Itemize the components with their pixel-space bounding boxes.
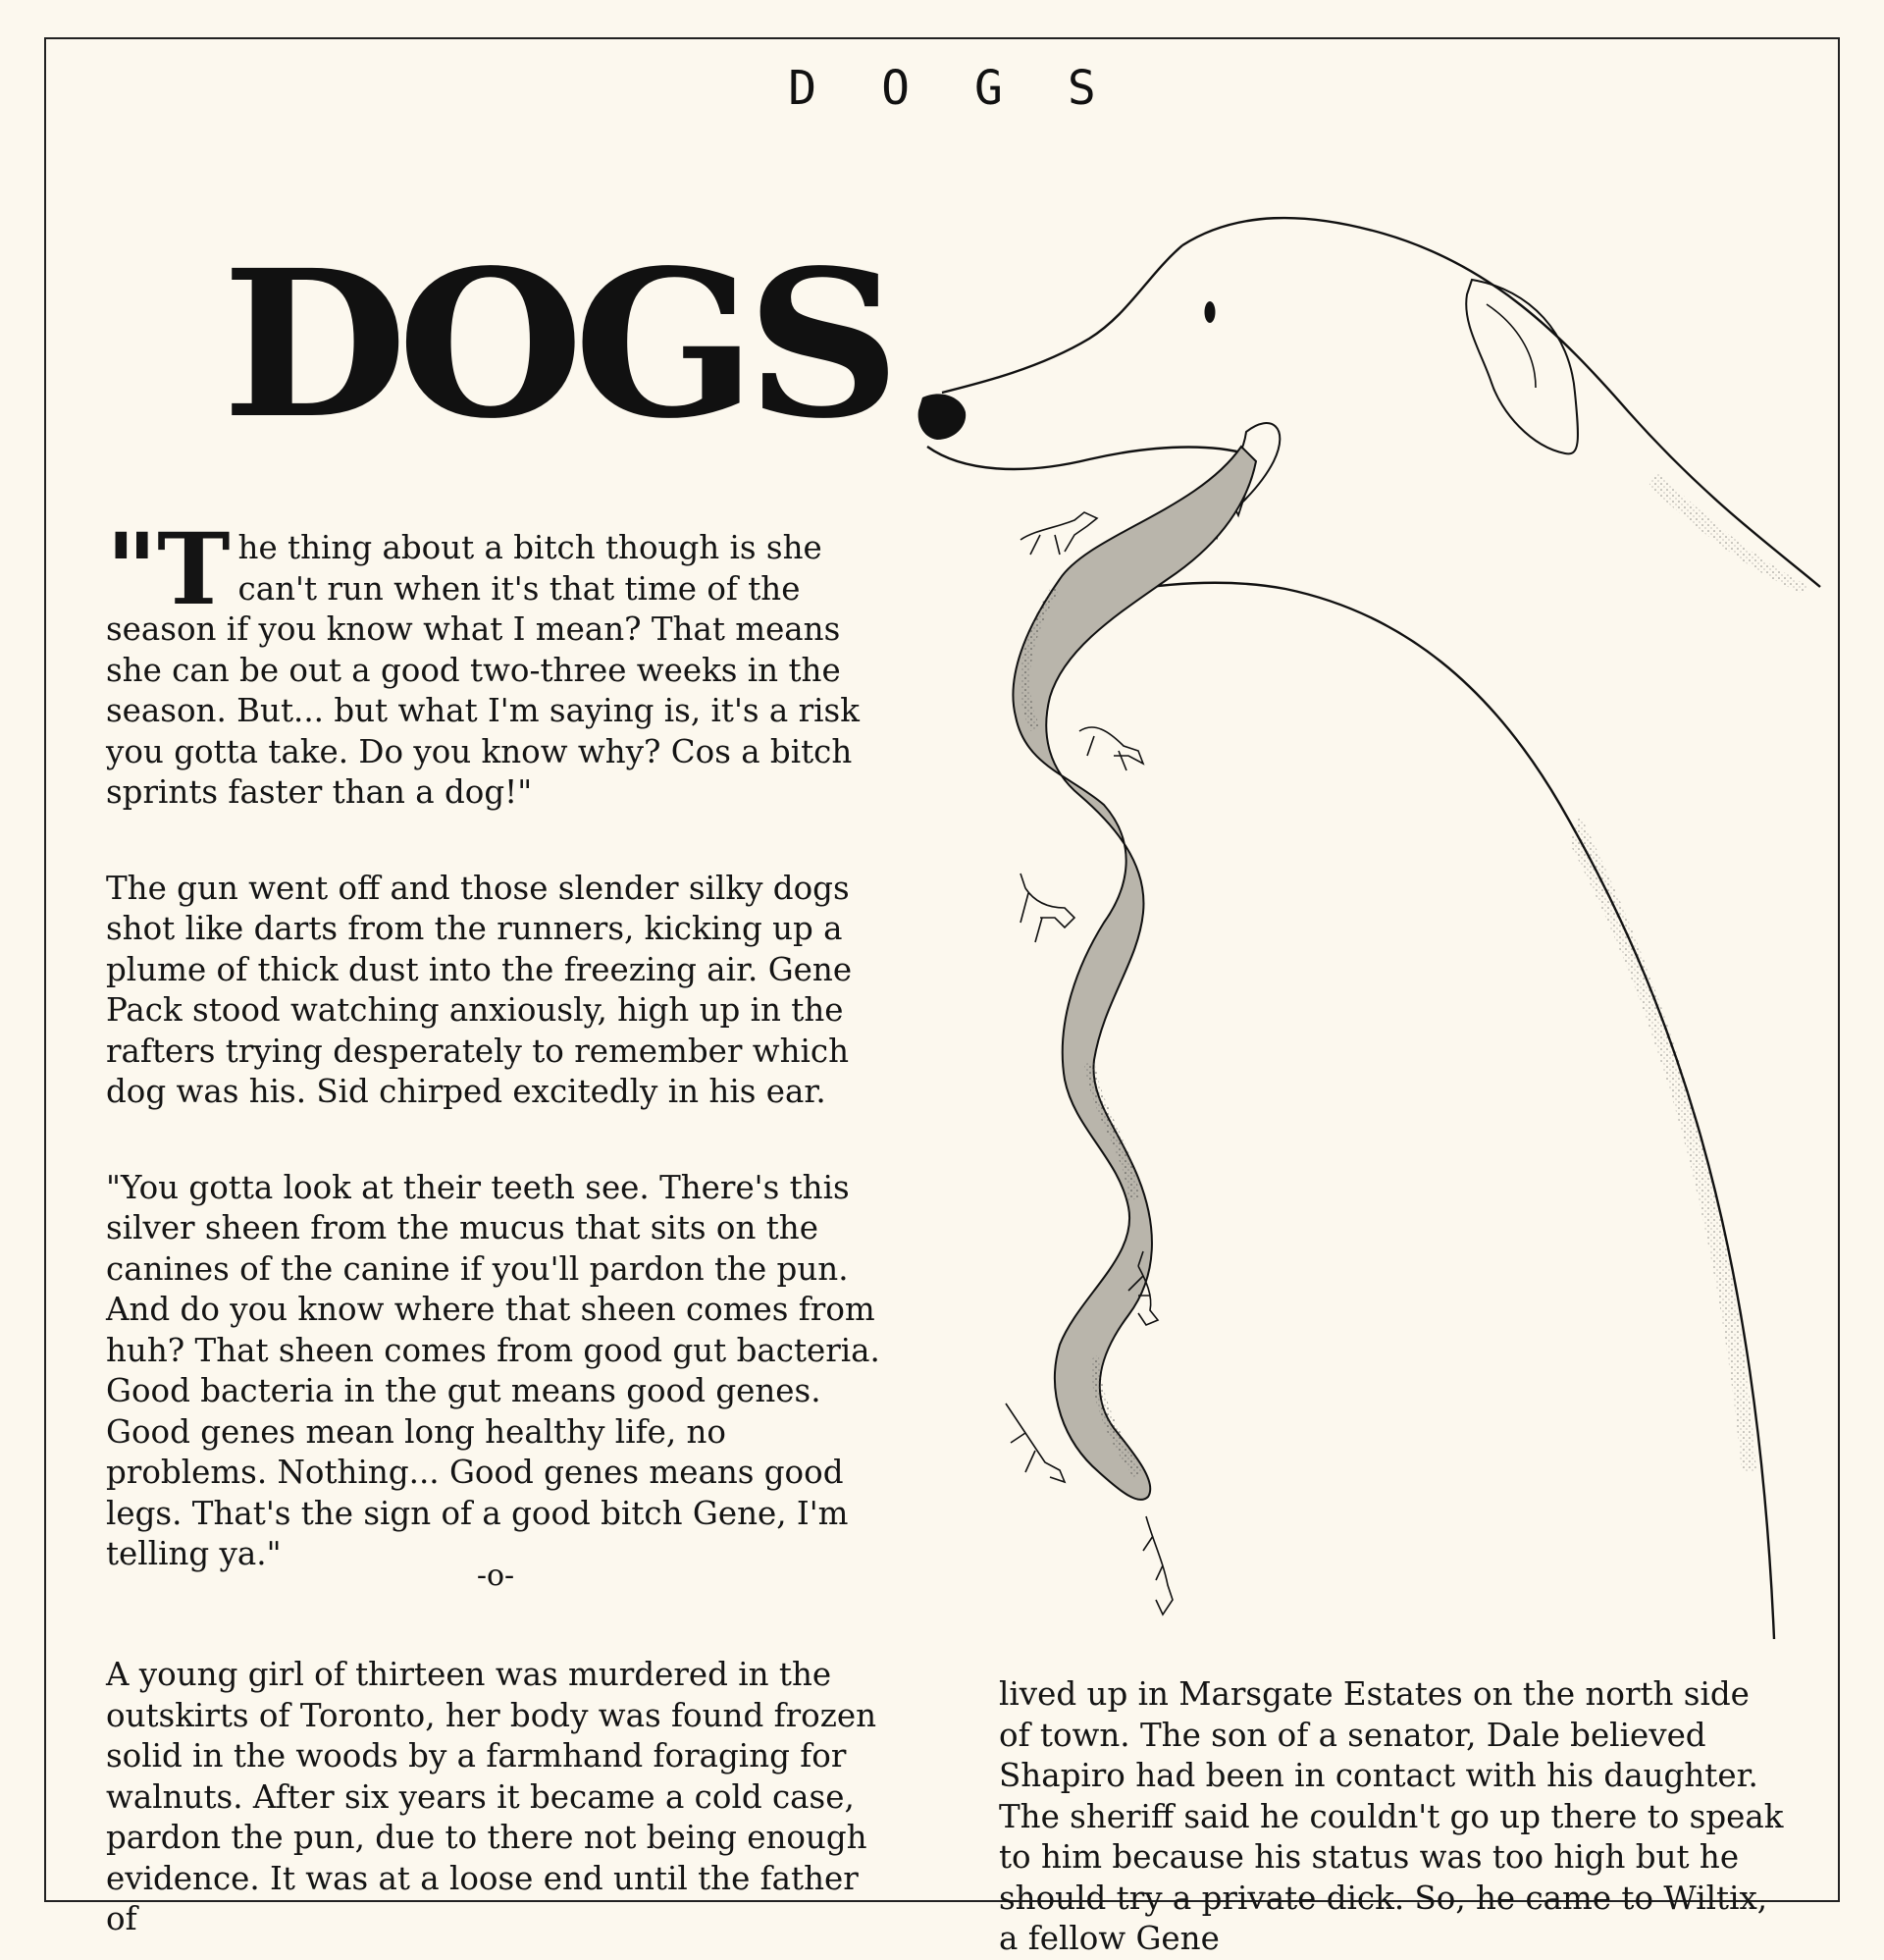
paragraph-three: "You gotta look at their teeth see. There's this silver sheen from the mucus that sits on the canines of the canine if you'll pardon the pun. And do you know where that sheen comes from huh? That sheen comes from good gut bacteria. Good bacteria in the gut means good genes. Good genes mean long healthy life, no problems. Nothing... Good genes means good legs. That's the sign of a good bitch Gene, I'm telling ya." — [106, 1168, 880, 1572]
paragraph-four: A young girl of thirteen was murdered in the outskirts of Toronto, her body was found frozen solid in the woods by a farmhand foraging for walnuts. After six years it became a cold case, pardon the pun, due to there not being enough evidence. It was at a loose end until the father of — [106, 1656, 877, 1937]
left-column — [106, 511, 891, 1575]
opening-paragraph — [106, 511, 891, 814]
section-separator: -o- — [476, 1559, 515, 1593]
dog-snout-bottom — [927, 447, 1266, 469]
paragraph-five: lived up in Marsgate Estates on the north side of town. The son of a senator, Dale believed Shapiro had been in contact with his daughter. The sheriff said he couldn't go up there to speak to him because his status was too high but he should try a private dick. So, he came to Wiltix, a fellow Gene — [999, 1675, 1784, 1957]
dog-jaw — [1065, 583, 1774, 1639]
dog-eye — [1205, 301, 1216, 323]
paragraph-two: The gun went off and those slender silky dogs shot like darts from the runners, kicking up a plume of thick dust into the freezing air. Gene Pack stood watching anxiously, high up in the rafters trying desperately to remember which dog was his. Sid chirped excitedly in his ear. — [106, 869, 853, 1110]
article-title: DOGS — [222, 226, 891, 463]
running-head: DOGS — [788, 61, 1161, 116]
opening-paragraph-text: he thing about a bitch though is she can't run when it's that time of the season if you know what I mean? That means she can be out a good two-three weeks in the season. But... but what I'm saying is, it's a risk you gotta take. Do you know why? Cos a bitch sprints faster than a dog!" — [106, 529, 860, 811]
dog-nose — [918, 394, 967, 440]
right-bottom-column — [999, 1674, 1784, 1960]
dog-forehead — [942, 245, 1182, 393]
drop-cap: "T — [106, 511, 231, 627]
left-bottom-column — [106, 1655, 891, 1940]
